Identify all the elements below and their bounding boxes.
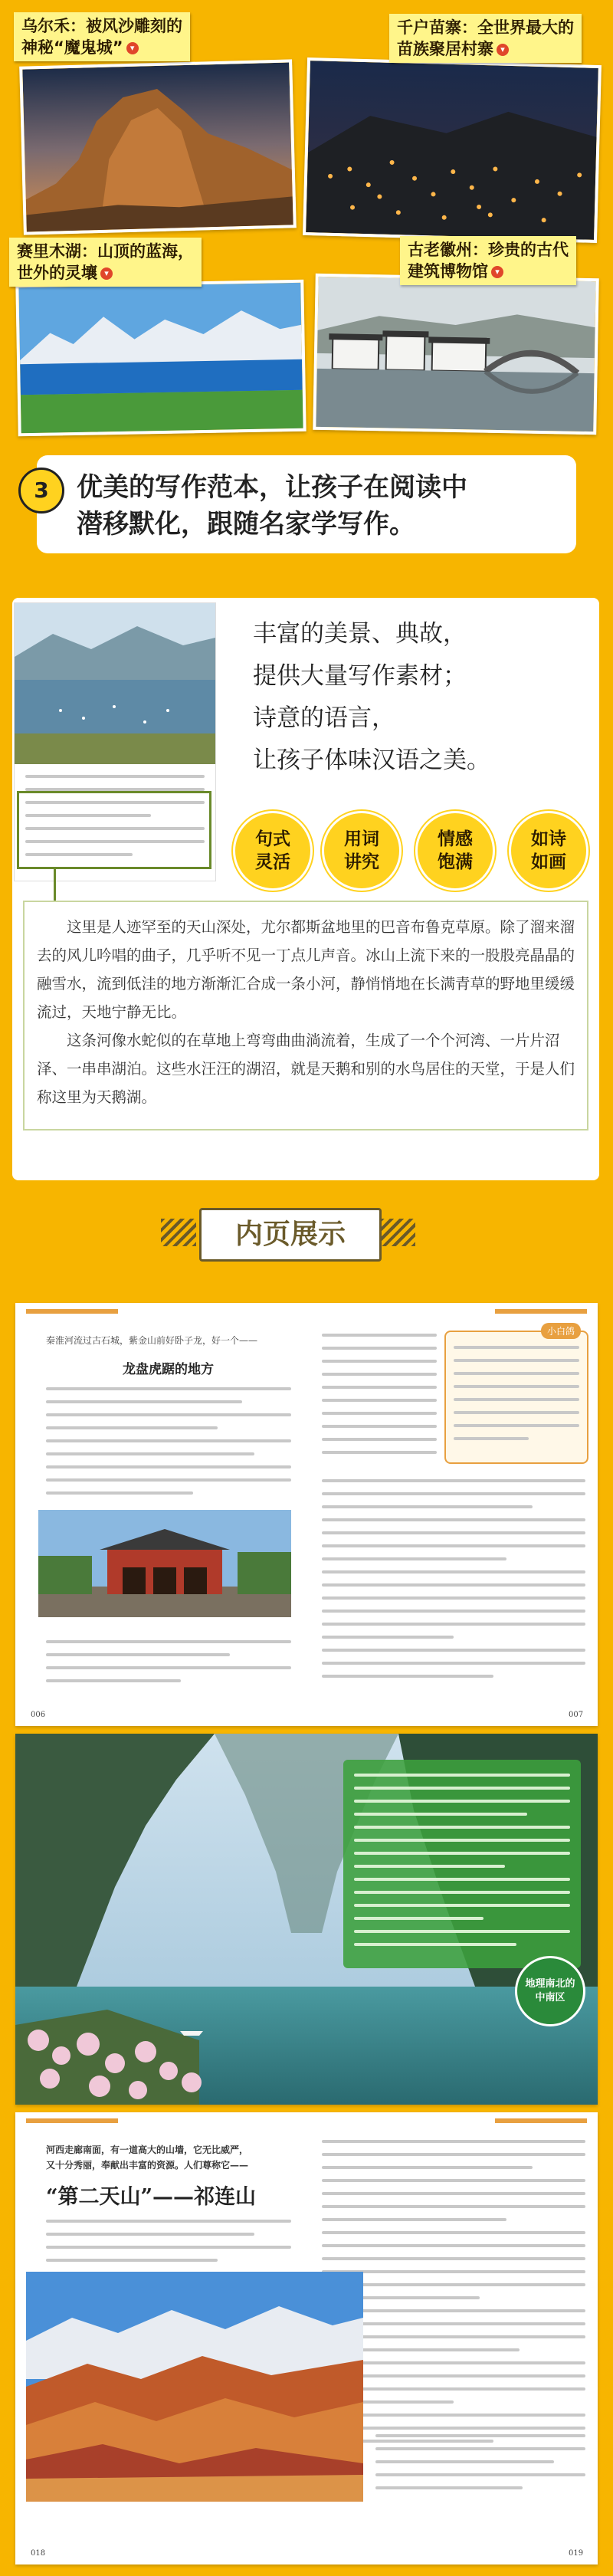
sayram-lake-photo [15, 280, 306, 437]
spread1-left-text [46, 1387, 291, 1505]
spread-3 [15, 2112, 598, 2565]
spread2-region-tag [515, 1956, 585, 2026]
caption-huizhou-line2: 建筑博物馆 [408, 262, 488, 281]
arrow-down-icon: ▾ [126, 42, 139, 54]
caption-miao-line2: 苗族聚居村寨 [397, 40, 493, 58]
spread1-header-left [26, 1309, 118, 1314]
excerpt-highlight-frame [17, 791, 211, 869]
spread3-left-text [46, 2220, 291, 2272]
badge-poetic: 如诗 如画 [509, 811, 588, 891]
caption-miao [389, 14, 582, 63]
caption-miao-line1: 千户苗寨：全世界最大的 [397, 18, 574, 37]
caption-urho-line1: 乌尔禾：被风沙雕刻的 [21, 17, 182, 35]
caption-sayram-line2: 世外的灵壤 [17, 264, 97, 282]
excerpt-paragraph-2: 这条河像水蛇似的在草地上弯弯曲曲淌流着，生成了一个个河湾、一片片沼泽、一串串湖泊。这些水汪汪的湖沼，就是天鹅和别的水鸟居住的天堂，于是人们称这里为天鹅湖。 [37, 1032, 575, 1106]
spread1-left-text-lower [46, 1640, 291, 1692]
spread3-header-right [495, 2118, 587, 2123]
spread1-page-right: 007 [569, 1711, 584, 1719]
benefits-line2: 提供大量写作素材； [253, 662, 467, 690]
arrow-down-icon: ▾ [100, 267, 113, 280]
benefits-line3: 诗意的语言， [253, 704, 395, 732]
banner-stripes-right [380, 1219, 415, 1246]
banner-stripes-left [161, 1219, 196, 1246]
caption-sayram [9, 238, 202, 287]
spread2-text-panel [343, 1760, 581, 1968]
spread3-header-left [26, 2118, 118, 2123]
benefits-text [253, 613, 598, 782]
spread1-sidebar-label: 小白鸽 [541, 1323, 581, 1339]
urho-photo [19, 59, 297, 235]
spread1-right-text [322, 1334, 437, 1464]
spread3-danxia-photo [26, 2272, 363, 2502]
spread3-page-left: 018 [31, 2549, 46, 2558]
spread1-right-text-lower [322, 1479, 585, 1688]
caption-sayram-line1: 赛里木湖：山顶的蓝海， [17, 242, 194, 261]
spread1-title: 龙盘虎踞的地方 [123, 1362, 214, 1377]
spread1-page-left: 006 [31, 1711, 46, 1719]
feature-text [77, 469, 575, 543]
spread3-intro-line2: 又十分秀丽，奉献出丰富的资源。人们尊称它—— [46, 2160, 249, 2171]
spread1-gate-photo [38, 1510, 291, 1617]
benefits-line1: 丰富的美景、典故， [253, 620, 467, 648]
spread1-header-right [495, 1309, 587, 1314]
excerpt-box [23, 901, 588, 1130]
huizhou-photo [313, 274, 599, 435]
arrow-down-icon: ▾ [497, 44, 509, 56]
spread1-sidebar [444, 1326, 588, 1464]
badge-emotion: 情感 饱满 [415, 811, 495, 891]
benefits-line4: 让孩子体味汉语之美。 [253, 747, 490, 774]
badge-sentence: 句式 灵活 [233, 811, 313, 891]
arrow-down-icon: ▾ [491, 266, 503, 278]
excerpt-paragraph-1: 这里是人迹罕至的天山深处，尤尔都斯盆地里的巴音布鲁克草原。除了溜来溜去的风儿吟唱的曲子，几乎听不见一丁点儿声音。冰山上流下来的一股股亮晶晶的融雪水，流到低洼的地方渐渐汇合成一条小河，静悄悄地在长满青草的野地里缓缓流过，天地宁静无比。 [37, 918, 575, 1021]
caption-urho-line2: 神秘“魔鬼城” [21, 38, 123, 57]
caption-huizhou [400, 236, 576, 285]
feature-number: 3 [18, 468, 64, 514]
feature-line2: 潜移默化，跟随名家学写作。 [77, 509, 415, 540]
caption-urho [14, 12, 190, 61]
spread3-right-text-lower [375, 2434, 585, 2499]
spread2-tag-line1: 地理南北的 [525, 1978, 575, 1990]
spread3-page-right: 019 [569, 2549, 584, 2558]
thumbnail-photo [15, 603, 215, 764]
badge-wording: 用词 讲究 [322, 811, 402, 891]
caption-huizhou-line1: 古老徽州：珍贵的古代 [408, 241, 569, 259]
miao-village-photo [303, 57, 602, 243]
spread3-intro-line1: 河西走廊南面，有一道高大的山墙，它无比威严， [46, 2144, 249, 2155]
spread1-sidebar-text [454, 1346, 579, 1450]
spread-1 [15, 1303, 598, 1726]
spread2-tag-line2: 中南区 [535, 1992, 565, 2003]
spread-2 [15, 1734, 598, 2105]
spread3-title: “第二天山”——祁连山 [46, 2185, 257, 2209]
spread2-panel-text [354, 1774, 570, 1956]
spread1-intro: 秦淮河流过古石城，紫金山前好卧子龙，好一个—— [46, 1335, 258, 1346]
section-title: 内页展示 [199, 1208, 382, 1262]
feature-line1: 优美的写作范本，让孩子在阅读中 [77, 472, 467, 503]
